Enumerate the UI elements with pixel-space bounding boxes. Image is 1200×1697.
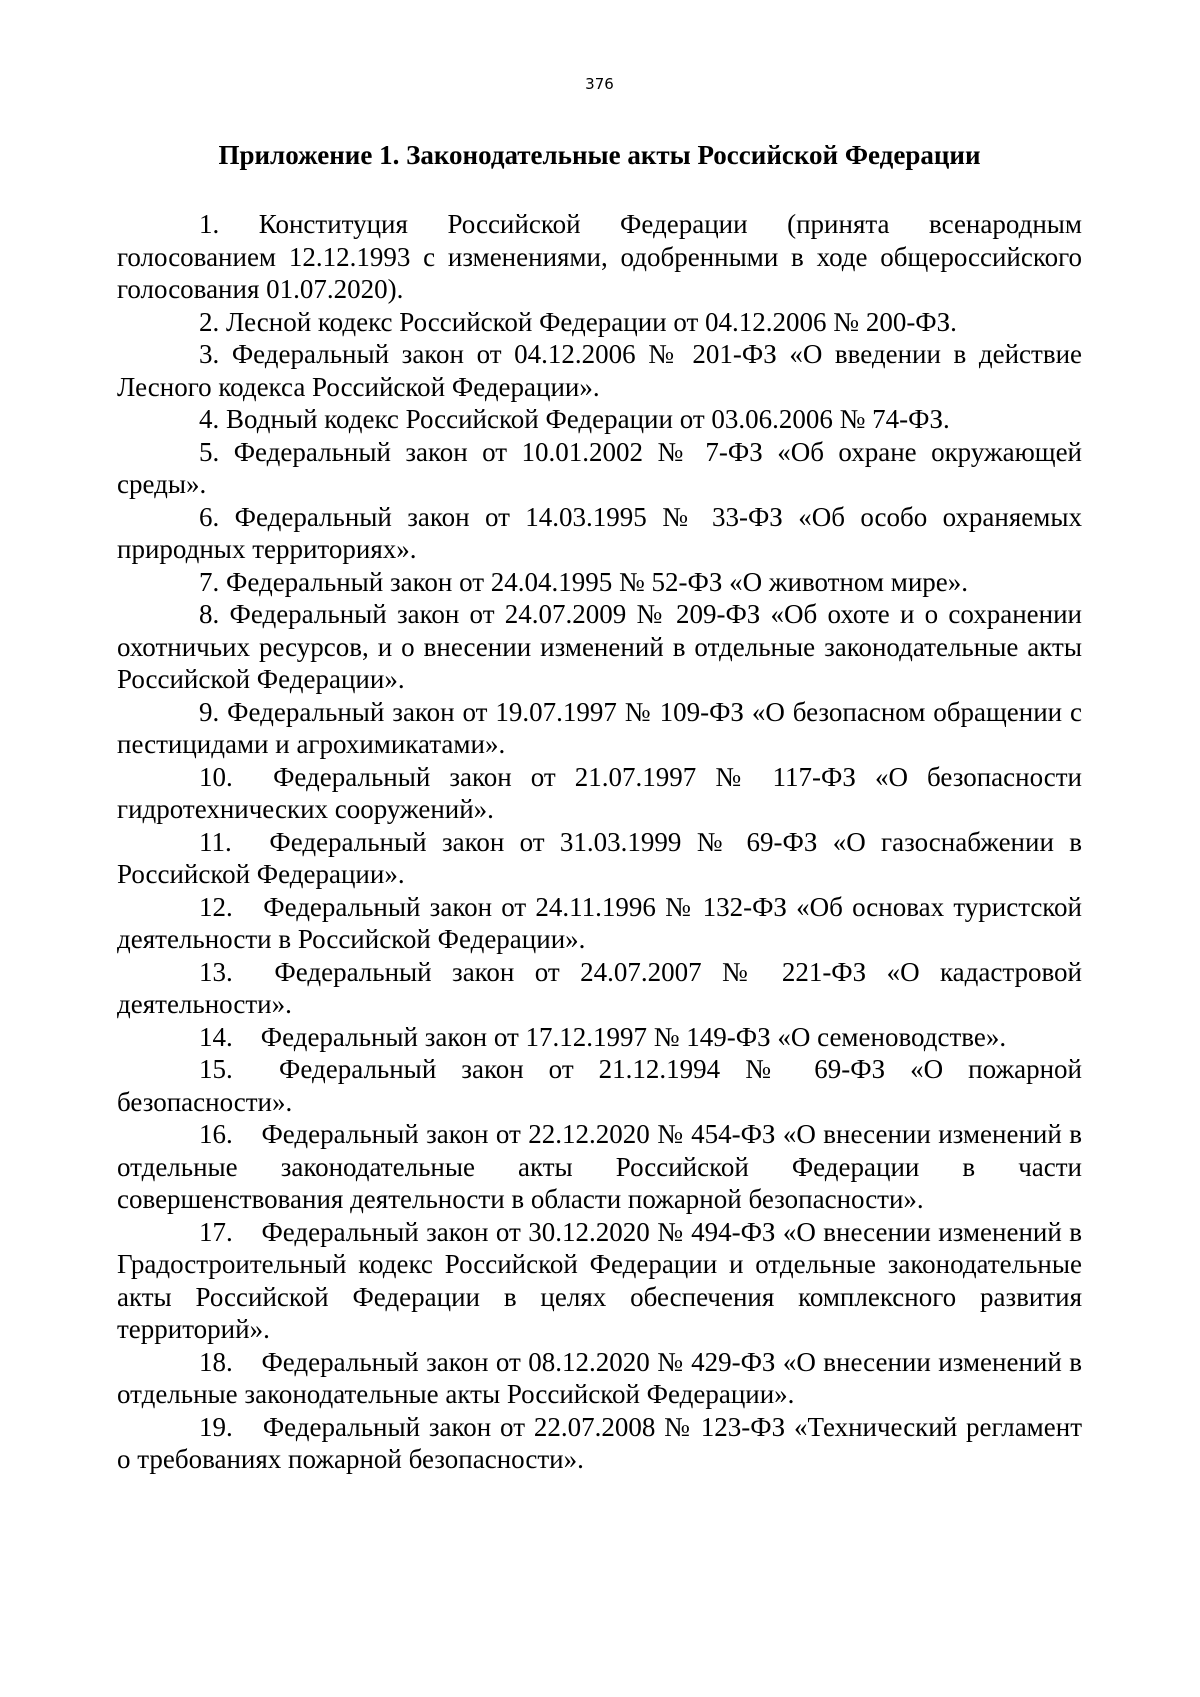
list-item xyxy=(117,1118,1082,1216)
list-item xyxy=(117,306,1082,339)
item-number: 15. xyxy=(199,1054,233,1084)
item-text: Федеральный закон от 24.07.2007 № 221-ФЗ «О кадастровой деятельности». xyxy=(117,956,1083,1019)
item-number: 7. xyxy=(199,566,220,597)
item-number: 9. xyxy=(199,696,220,727)
item-text: Федеральный закон от 17.12.1997 № 149-ФЗ «О семеноводстве». xyxy=(260,1021,1007,1052)
list-item xyxy=(117,501,1082,566)
list-item xyxy=(117,1346,1082,1411)
list-item xyxy=(117,1021,1082,1054)
item-number: 18. xyxy=(199,1346,233,1377)
item-number: 8. xyxy=(199,599,220,629)
list-item xyxy=(117,598,1082,696)
list-item xyxy=(117,403,1082,436)
list-item xyxy=(117,826,1082,891)
item-number: 5. xyxy=(199,436,220,467)
item-text: Федеральный закон от 14.03.1995 № 33-ФЗ «Об особо охраняемых природных территориях». xyxy=(117,501,1082,564)
item-number: 2. xyxy=(199,306,220,337)
item-text: Федеральный закон от 24.07.2009 № 209-ФЗ «Об охоте и о сохранении охотничьих ресурсов, и о внесении изменений в отдельные законодательные акты Российской Федерации». xyxy=(117,599,1082,694)
item-text: Федеральный закон от 21.12.1994 № 69-ФЗ «О пожарной безопасности». xyxy=(117,1054,1082,1117)
item-number: 17. xyxy=(199,1216,233,1247)
item-text: Федеральный закон от 21.07.1997 № 117-ФЗ «О безопасности гидротехнических сооружений». xyxy=(117,761,1082,824)
list-item xyxy=(117,1411,1082,1476)
item-text: Федеральный закон от 24.04.1995 № 52-ФЗ «О животном мире». xyxy=(226,566,969,597)
item-text: Федеральный закон от 10.01.2002 № 7-ФЗ «Об охране окружающей среды». xyxy=(117,436,1083,499)
item-number: 14. xyxy=(199,1021,233,1052)
item-text: Федеральный закон от 31.03.1999 № 69-ФЗ «О газоснабжении в Российской Федерации». xyxy=(117,826,1082,889)
item-number: 13. xyxy=(199,956,233,987)
item-number: 11. xyxy=(199,826,232,857)
list-item xyxy=(117,566,1082,599)
item-number: 19. xyxy=(199,1411,233,1442)
item-text: Федеральный закон от 08.12.2020 № 429-ФЗ «О внесении изменений в отдельные законодательные акты Российской Федерации». xyxy=(117,1346,1082,1409)
item-number: 1. xyxy=(199,209,220,239)
item-number: 3. xyxy=(199,339,220,369)
item-number: 12. xyxy=(199,891,233,922)
list-item xyxy=(117,338,1082,403)
list-item xyxy=(117,956,1082,1021)
item-number: 16. xyxy=(199,1119,233,1149)
appendix-heading: Приложение 1. Законодательные акты Российской Федерации xyxy=(218,140,981,170)
item-text: Федеральный закон от 22.12.2020 № 454-ФЗ «О внесении изменений в отдельные законодательные акты Российской Федерации в части совершенствования деятельности в области пожарной безопасности». xyxy=(117,1119,1082,1214)
item-text: Конституция Российской Федерации (принята всенародным голосованием 12.12.1993 с изменениями, одобренными в ходе общероссийского голосования 01.07.2020). xyxy=(117,209,1082,304)
item-text: Федеральный закон от 24.11.1996 № 132-ФЗ «Об основах туристской деятельности в Российской Федерации». xyxy=(117,891,1083,954)
item-text: Водный кодекс Российской Федерации от 03.06.2006 № 74-ФЗ. xyxy=(226,404,950,434)
list-item xyxy=(117,1216,1082,1346)
item-number: 6. xyxy=(199,501,220,532)
item-text: Федеральный закон от 30.12.2020 № 494-ФЗ «О внесении изменений в Градостроительный кодекс Российской Федерации и отдельные законодательные акты Российской Федерации в целях обеспечения комплексного развития территорий». xyxy=(117,1216,1082,1344)
item-text: Федеральный закон от 19.07.1997 № 109-ФЗ «О безопасном обращении с пестицидами и агрохимикатами». xyxy=(117,696,1083,759)
list-item xyxy=(117,208,1082,306)
list-item xyxy=(117,436,1082,501)
item-text: Федеральный закон от 22.07.2008 № 123-ФЗ «Технический регламент о требованиях пожарной безопасности». xyxy=(117,1411,1082,1474)
page-number: 376 xyxy=(585,75,614,93)
legislation-list xyxy=(117,208,1082,1476)
list-item xyxy=(117,1053,1082,1118)
item-text: Лесной кодекс Российской Федерации от 04.12.2006 № 200-ФЗ. xyxy=(226,306,957,337)
item-text: Федеральный закон от 04.12.2006 № 201-ФЗ «О введении в действие Лесного кодекса Российской Федерации». xyxy=(117,339,1083,402)
list-item xyxy=(117,891,1082,956)
item-number: 4. xyxy=(199,404,220,434)
list-item xyxy=(117,696,1082,761)
list-item xyxy=(117,761,1082,826)
item-number: 10. xyxy=(199,761,233,792)
